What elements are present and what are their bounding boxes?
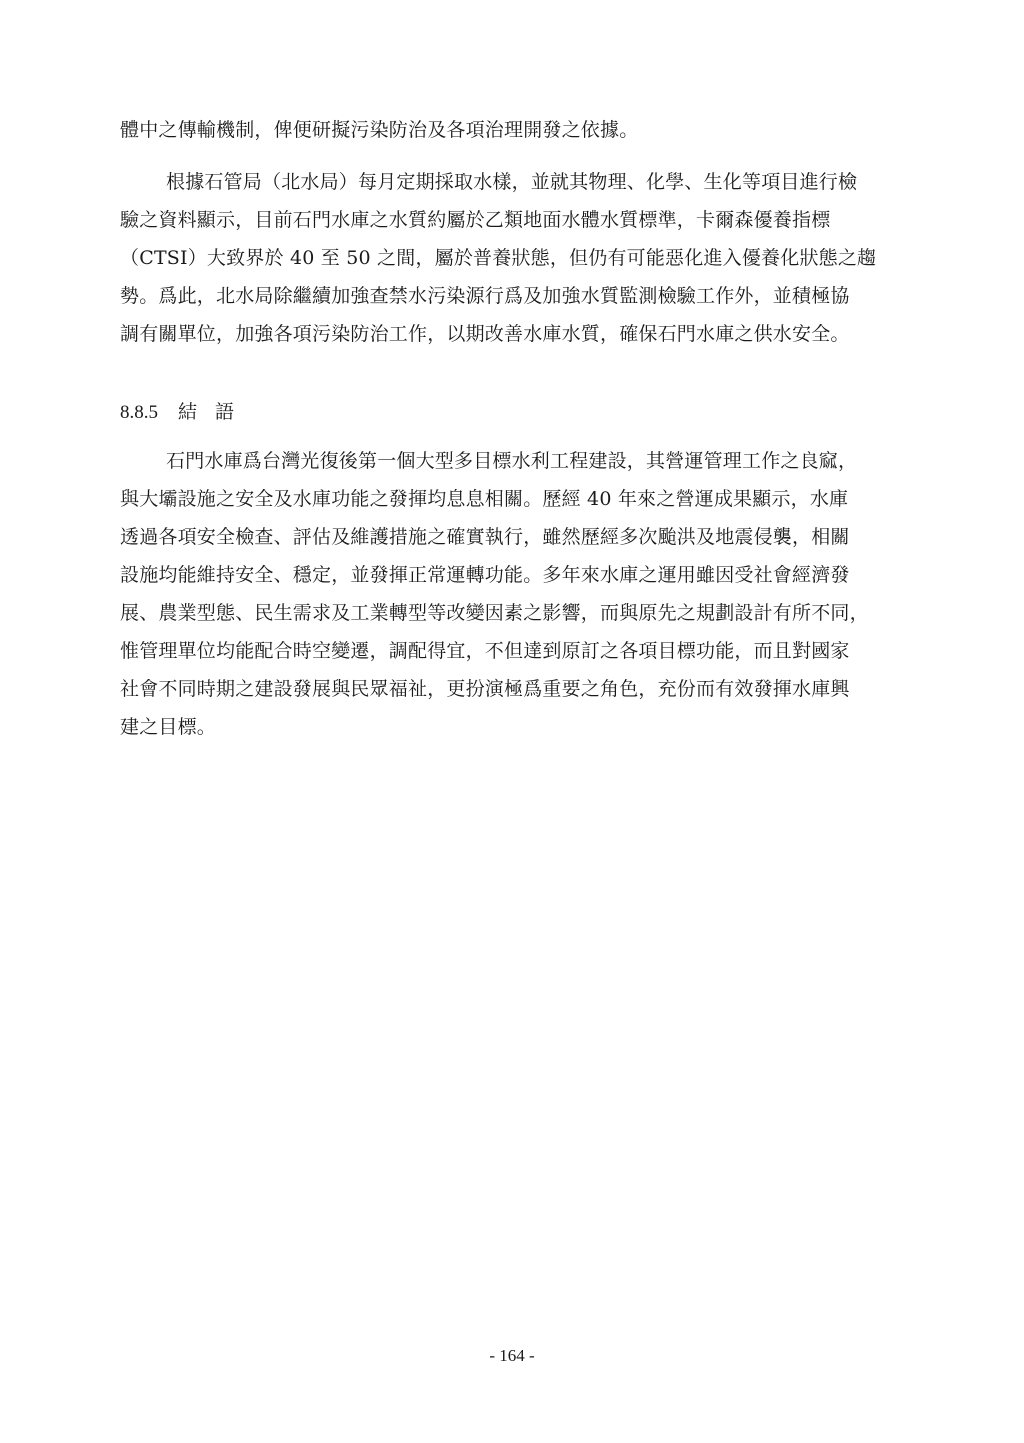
paragraph-conclusion — [120, 442, 910, 746]
paragraph-line: 勢。爲此，北水局除繼續加強查禁水污染源行爲及加強水質監測檢驗工作外，並積極協 — [120, 285, 850, 307]
paragraph-line: 根據石管局（北水局）每月定期採取水樣，並就其物理、化學、生化等項目進行檢 — [166, 171, 858, 193]
section-number: 8.8.5 — [120, 402, 158, 423]
paragraph-water-quality — [120, 163, 910, 353]
paragraph-line: （CTSI）大致界於 40 至 50 之間，屬於普養狀態，但仍有可能惡化進入優養化狀態之趨 — [120, 247, 877, 269]
section-title: 結 語 — [178, 401, 241, 423]
paragraph-line: 惟管理單位均能配合時空變遷，調配得宜，不但達到原訂之各項目標功能，而且對國家 — [120, 640, 850, 662]
paragraph-line: 石門水庫爲台灣光復後第一個大型多目標水利工程建設，其營運管理工作之良窳， — [166, 450, 858, 472]
page-number: - 164 - — [489, 1346, 535, 1365]
section-heading — [120, 397, 240, 428]
paragraph-line: 建之目標。 — [120, 716, 217, 738]
paragraph-line: 與大壩設施之安全及水庫功能之發揮均息息相關。歷經 40 年來之營運成果顯示，水庫 — [120, 488, 849, 510]
paragraph-line: 展、農業型態、民生需求及工業轉型等改變因素之影響，而與原先之規劃設計有所不同， — [120, 602, 869, 624]
paragraph-line: 透過各項安全檢查、評估及維護措施之確實執行，雖然歷經多次颱洪及地震侵襲，相關 — [120, 526, 850, 548]
paragraph-line: 體中之傳輸機制，俾便研擬污染防治及各項治理開發之依據。 — [120, 119, 639, 141]
paragraph-continuation — [120, 111, 910, 149]
paragraph-line: 設施均能維持安全、穩定，並發揮正常運轉功能。多年來水庫之運用雖因受社會經濟發 — [120, 564, 850, 586]
paragraph-line: 調有關單位，加強各項污染防治工作，以期改善水庫水質，確保石門水庫之供水安全。 — [120, 323, 850, 345]
paragraph-line: 驗之資料顯示，目前石門水庫之水質約屬於乙類地面水體水質標準，卡爾森優養指標 — [120, 209, 831, 231]
paragraph-line: 社會不同時期之建設發展與民眾福祉，更扮演極爲重要之角色，充份而有效發揮水庫興 — [120, 678, 850, 700]
